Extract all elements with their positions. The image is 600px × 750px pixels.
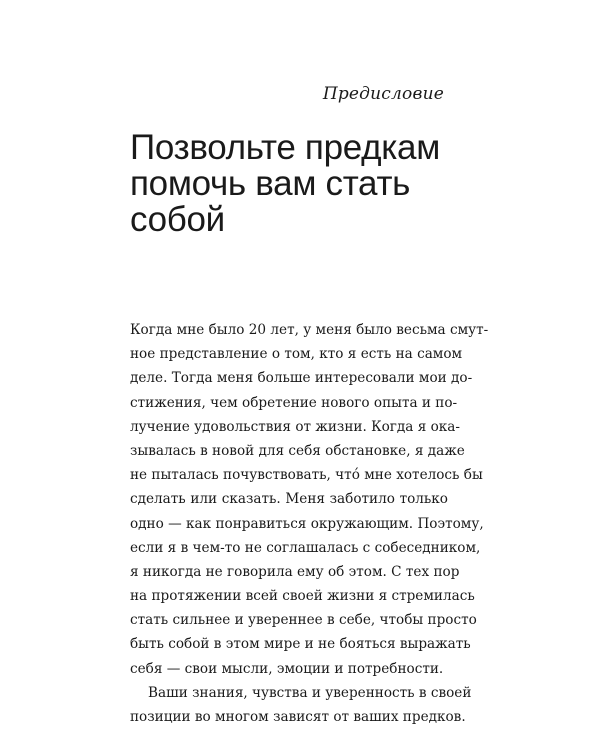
text-line: ное представление о том, кто я есть на самом (130, 346, 463, 363)
title-line: собой (130, 200, 225, 239)
text-line: на протяжении всей своей жизни я стремилась (130, 588, 475, 605)
text-line: одно — как понравиться окружающим. Поэтому, (130, 515, 484, 532)
title-line: помочь вам стать (130, 164, 411, 203)
body-text (130, 318, 489, 729)
text-line: лучение удовольствия от жизни. Когда я ока- (130, 418, 460, 435)
text-line: быть собой в этом мире и не бояться выражать (130, 636, 471, 653)
text-line: зывалась в новой для себя обстановке, я даже (130, 442, 465, 459)
text-line: стижения, чем обретение нового опыта и по- (130, 394, 458, 411)
title-line: Позвольте предкам (130, 128, 440, 167)
paragraph-1 (130, 318, 489, 681)
text-line: не пыталась почувствовать, чтó мне хотелось бы (130, 467, 483, 484)
text-line: если я в чем-то не соглашалась с собеседником, (130, 539, 481, 556)
text-line: стать сильнее и увереннее в себе, чтобы просто (130, 612, 477, 629)
text-line: я никогда не говорила ему об этом. С тех пор (130, 563, 460, 580)
text-line: сделать или сказать. Меня заботило только (130, 491, 448, 508)
text-line: себя — свои мысли, эмоции и потребности. (130, 660, 444, 677)
text-line: деле. Тогда меня больше интересовали мои до- (130, 370, 473, 387)
paragraph-2 (130, 681, 472, 729)
text-line: Когда мне было 20 лет, у меня было весьма смут- (130, 322, 489, 338)
chapter-title (130, 130, 460, 238)
text-line: позиции во многом зависят от ваших предков. (130, 709, 466, 725)
section-label: Предисловие (322, 84, 444, 104)
text-line: Ваши знания, чувства и уверенность в своей (148, 684, 472, 701)
